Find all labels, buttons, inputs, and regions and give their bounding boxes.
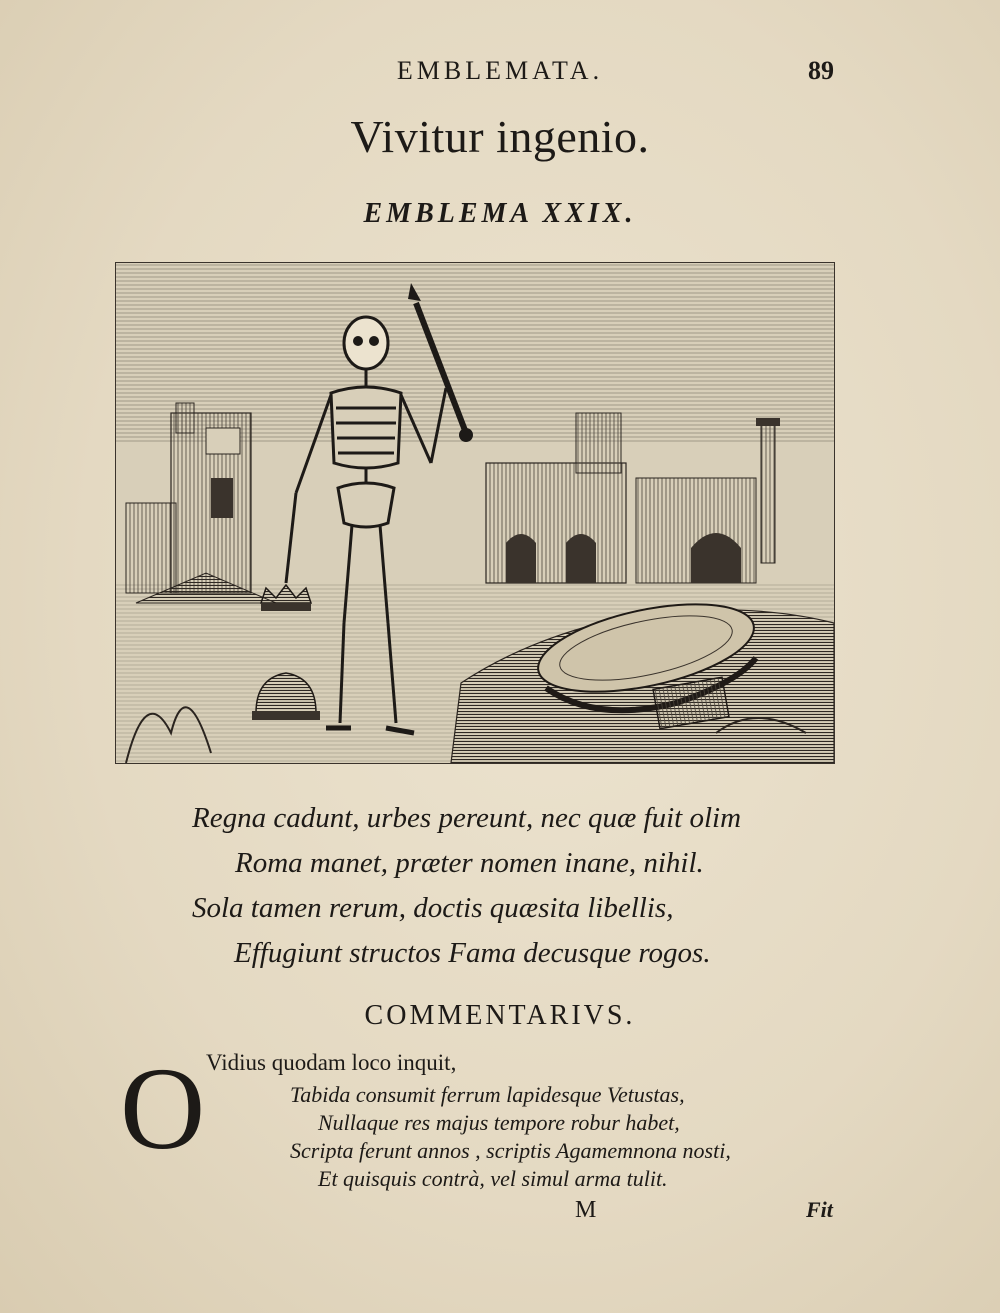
drop-cap: O bbox=[120, 1043, 206, 1174]
page-number: 89 bbox=[808, 56, 834, 85]
verse-line-2: Roma manet, præter nomen inane, nihil. bbox=[235, 847, 704, 879]
quote-line-2: Nullaque res majus tempore robur habet, bbox=[318, 1110, 680, 1135]
quote-line-3: Scripta ferunt annos , scriptis Agamemnona nosti, bbox=[290, 1138, 731, 1163]
quote-line-4: Et quisquis contrà, vel simul arma tulit. bbox=[318, 1166, 668, 1191]
catchword: Fit bbox=[806, 1197, 833, 1222]
quote-line-1: Tabida consumit ferrum lapidesque Vetustas, bbox=[290, 1082, 685, 1107]
engraving-illustration bbox=[115, 262, 835, 764]
verse-line-1: Regna cadunt, urbes pereunt, nec quæ fuit olim bbox=[192, 802, 742, 834]
verse-line-3: Sola tamen rerum, doctis quæsita libellis, bbox=[192, 892, 674, 924]
emblem-number: EMBLEMA XXIX. bbox=[363, 198, 637, 229]
signature-mark: M bbox=[575, 1197, 597, 1223]
running-title: EMBLEMATA. bbox=[396, 56, 604, 85]
verse-line-4: Effugiunt structos Fama decusque rogos. bbox=[234, 937, 711, 969]
commentary-intro: Vidius quodam loco inquit, bbox=[206, 1050, 457, 1075]
emblem-motto: Vivitur ingenio. bbox=[350, 111, 650, 162]
commentary-heading: COMMENTARIVS. bbox=[364, 1000, 636, 1031]
